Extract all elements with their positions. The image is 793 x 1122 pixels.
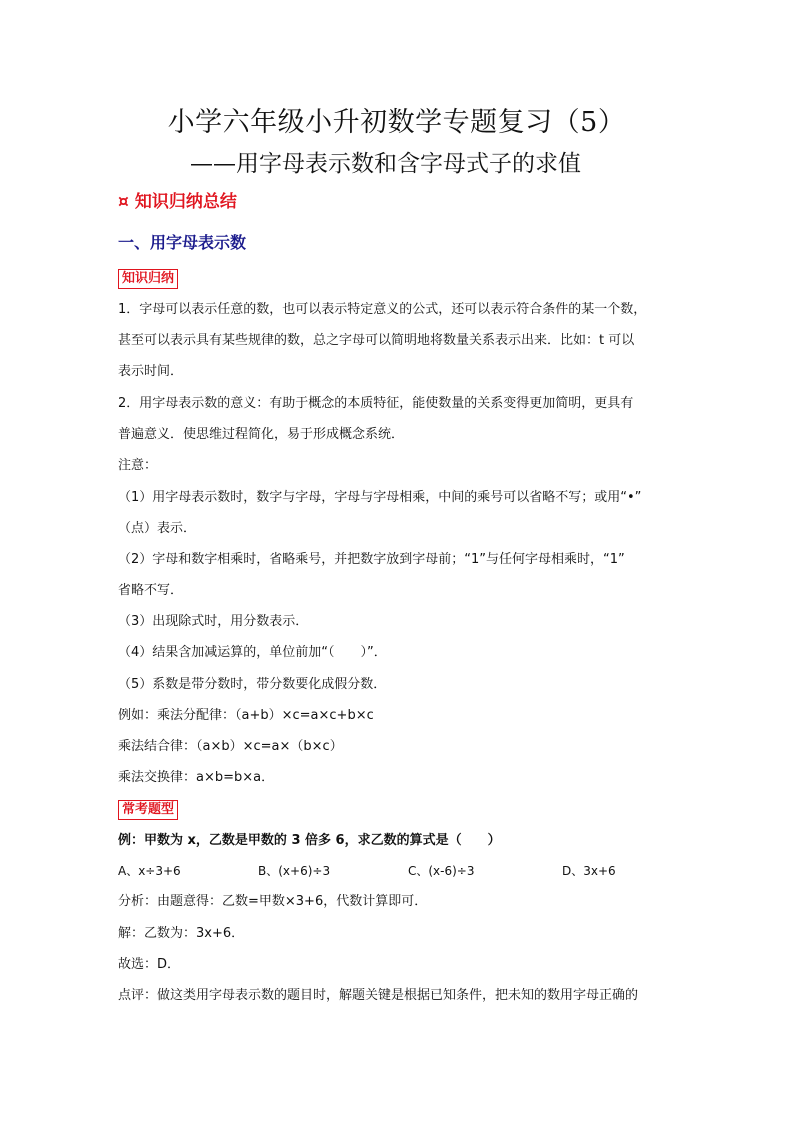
option-c: C、(x-6)÷3 [408,864,475,878]
solution-line: 解：乙数为：3x+6． [118,926,245,941]
analysis-line: 分析：由题意得：乙数=甲数×3+6，代数计算即可． [118,894,428,909]
option-b: B、(x+6)÷3 [258,864,331,878]
paragraph-line: 甚至可以表示具有某些规律的数，总之字母可以简明地将数量关系表示出来．比如：t 可以 [118,333,635,348]
note-line: （5）系数是带分数时，带分数要化成假分数． [118,677,387,692]
note-line: （4）结果含加减运算的，单位前加“（ ）”． [118,645,387,660]
currency-sign-icon: ¤ [118,192,129,212]
paragraph-line: 普遍意义．使思维过程简化，易于形成概念系统． [118,427,405,442]
note-line: （点）表示． [118,521,197,536]
answer-options [118,863,678,879]
section-header-text: 知识归纳总结 [134,192,237,212]
example-law-line: 乘法结合律：（a×b）×c=a×（b×c） [118,739,343,754]
option-a: A、x÷3+6 [118,864,181,878]
note-line: （1）用字母表示数时，数字与字母，字母与字母相乘，中间的乘号可以省略不写；或用“•” [118,490,642,505]
comment-line: 点评：做这类用字母表示数的题目时，解题关键是根据已知条件，把未知的数用字母正确的 [118,988,639,1003]
example-question-text: 甲数为 x，乙数是甲数的 3 倍多 6，求乙数的算式是（ ） [144,833,501,848]
option-d: D、3x+6 [562,864,616,878]
note-line: （2）字母和数字相乘时，省略乘号，并把数字放到字母前；“1”与任何字母相乘时，“1” [118,552,625,567]
example-prefix: 例： [118,833,145,848]
example-question [118,833,501,849]
page-title: 小学六年级小升初数学专题复习（5） [167,107,626,138]
example-law-line: 例如：乘法分配律：（a+b）×c=a×c+b×c [118,708,374,723]
paragraph-line: 2．用字母表示数的意义：有助于概念的本质特征，能使数量的关系变得更加简明，更具有 [118,396,634,411]
knowledge-label: 知识归纳 [118,269,178,289]
example-law-line: 乘法交换律：a×b=b×a． [118,770,275,785]
page-subtitle: ——用字母表示数和含字母式子的求值 [190,151,581,177]
answer-line: 故选：D． [118,957,181,972]
subsection-header: 一、用字母表示数 [118,233,247,252]
common-question-label: 常考题型 [118,800,178,820]
paragraph-line: 1．字母可以表示任意的数，也可以表示特定意义的公式，还可以表示符合条件的某一个数， [118,302,647,317]
note-line: （3）出现除式时，用分数表示． [118,614,309,629]
note-line: 省略不写． [118,583,184,598]
paragraph-line: 表示时间． [118,364,184,379]
section-header [118,187,237,212]
note-heading: 注意： [118,458,158,473]
